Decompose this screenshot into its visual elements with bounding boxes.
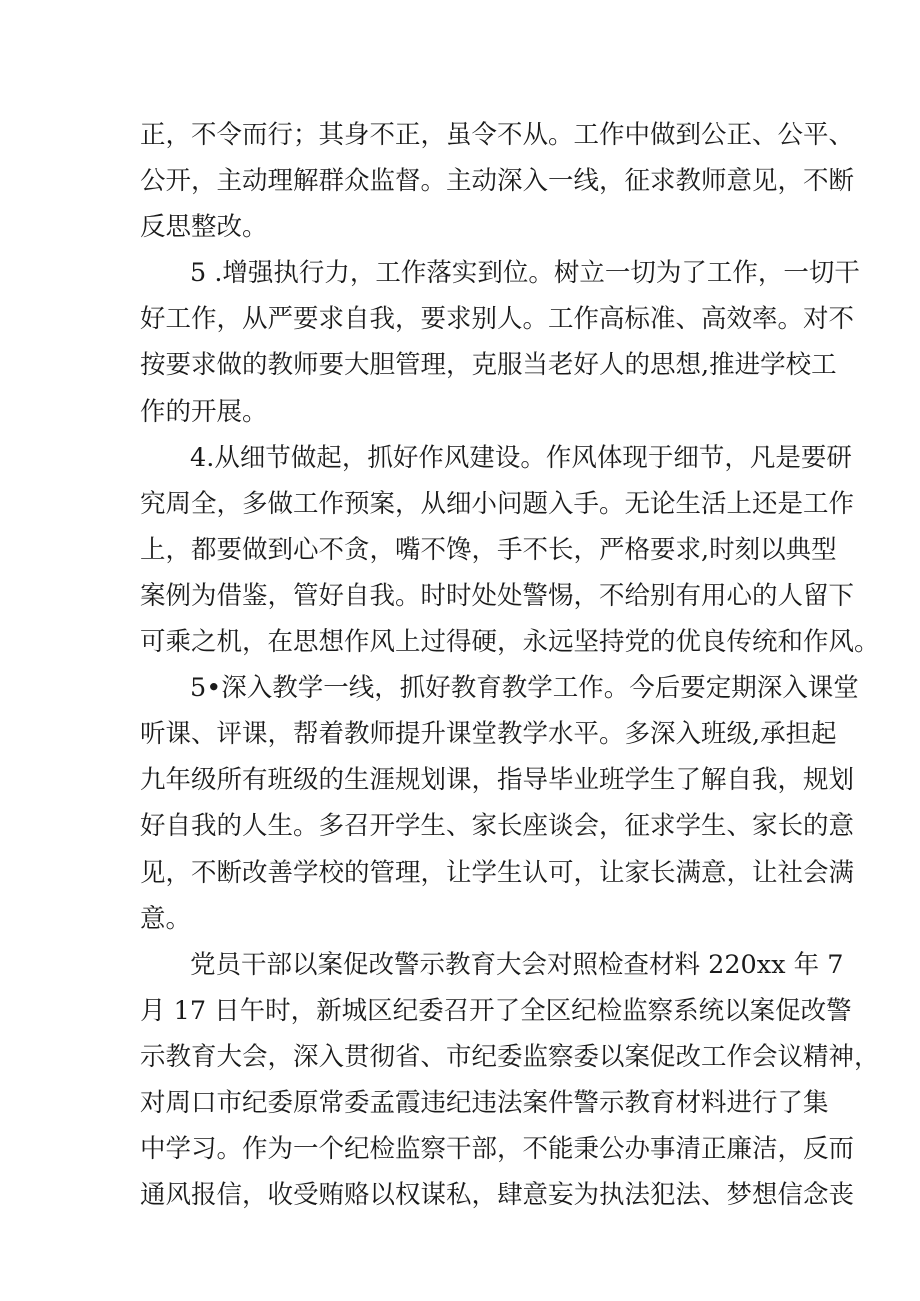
text-line: 按要求做的教师要大胆管理，克服当老好人的思想,推进学校工	[140, 350, 837, 381]
document-body	[140, 112, 880, 1218]
text-line: 4.从细节做起，抓好作风建设。作风体现于细节，凡是要研	[190, 442, 852, 473]
paragraph-warning-education	[140, 942, 880, 1219]
text-line: 见，不断改善学校的管理，让学生认可，让家长满意，让社会满	[140, 857, 855, 888]
paragraph-item-teaching	[140, 665, 859, 942]
text-line: 案例为借鉴，管好自我。时时处处警惕，不给别有用心的人留下	[140, 580, 855, 611]
paragraph-item-style	[140, 435, 880, 665]
text-line: 示教育大会，深入贯彻省、市纪委监察委以案促改工作会议精神，	[140, 1041, 880, 1072]
text-line: 5 .增强执行力，工作落实到位。树立一切为了工作，一切干	[190, 258, 860, 289]
text-line: 作的开展。	[140, 396, 268, 427]
text-line: 5•深入教学一线，抓好教育教学工作。今后要定期深入课堂	[190, 673, 859, 704]
text-line: 九年级所有班级的生涯规划课，指导毕业班学生了解自我，规划	[140, 765, 855, 796]
text-line: 究周全，多做工作预案，从细小问题入手。无论生活上还是工作	[140, 488, 855, 519]
text-line: 反思整改。	[140, 212, 268, 243]
text-line: 通风报信，收受贿赂以权谋私，肆意妄为执法犯法、梦想信念丧	[140, 1180, 855, 1211]
text-line: 中学习。作为一个纪检监察干部，不能秉公办事清正廉洁，反而	[140, 1134, 855, 1165]
text-line: 好工作，从严要求自我，要求别人。工作高标准、高效率。对不	[140, 304, 855, 335]
text-line: 月 17 日午时，新城区纪委召开了全区纪检监察系统以案促改警	[140, 995, 852, 1026]
text-line: 对周口市纪委原常委孟霞违纪违法案件警示教育材料进行了集	[140, 1087, 829, 1118]
text-line: 可乘之机，在思想作风上过得硬，永远坚持党的优良传统和作风。	[140, 627, 880, 658]
text-line: 正，不令而行；其身不正，虽令不从。工作中做到公正、公平、	[140, 120, 855, 150]
text-line: 听课、评课，帮着教师提升课堂教学水平。多深入班级,承担起	[140, 719, 837, 750]
text-line: 上，都要做到心不贪，嘴不馋，手不长，严格要求,时刻以典型	[140, 534, 837, 565]
paragraph-continuation	[140, 112, 855, 250]
text-line: 公开，主动理解群众监督。主动深入一线，征求教师意见，不断	[140, 166, 855, 197]
text-line: 党员干部以案促改警示教育大会对照检查材料 220xx 年 7	[190, 949, 844, 980]
paragraph-item-execution	[140, 250, 860, 434]
text-line: 意。	[140, 903, 192, 934]
text-line: 好自我的人生。多召开学生、家长座谈会，征求学生、家长的意	[140, 811, 855, 842]
